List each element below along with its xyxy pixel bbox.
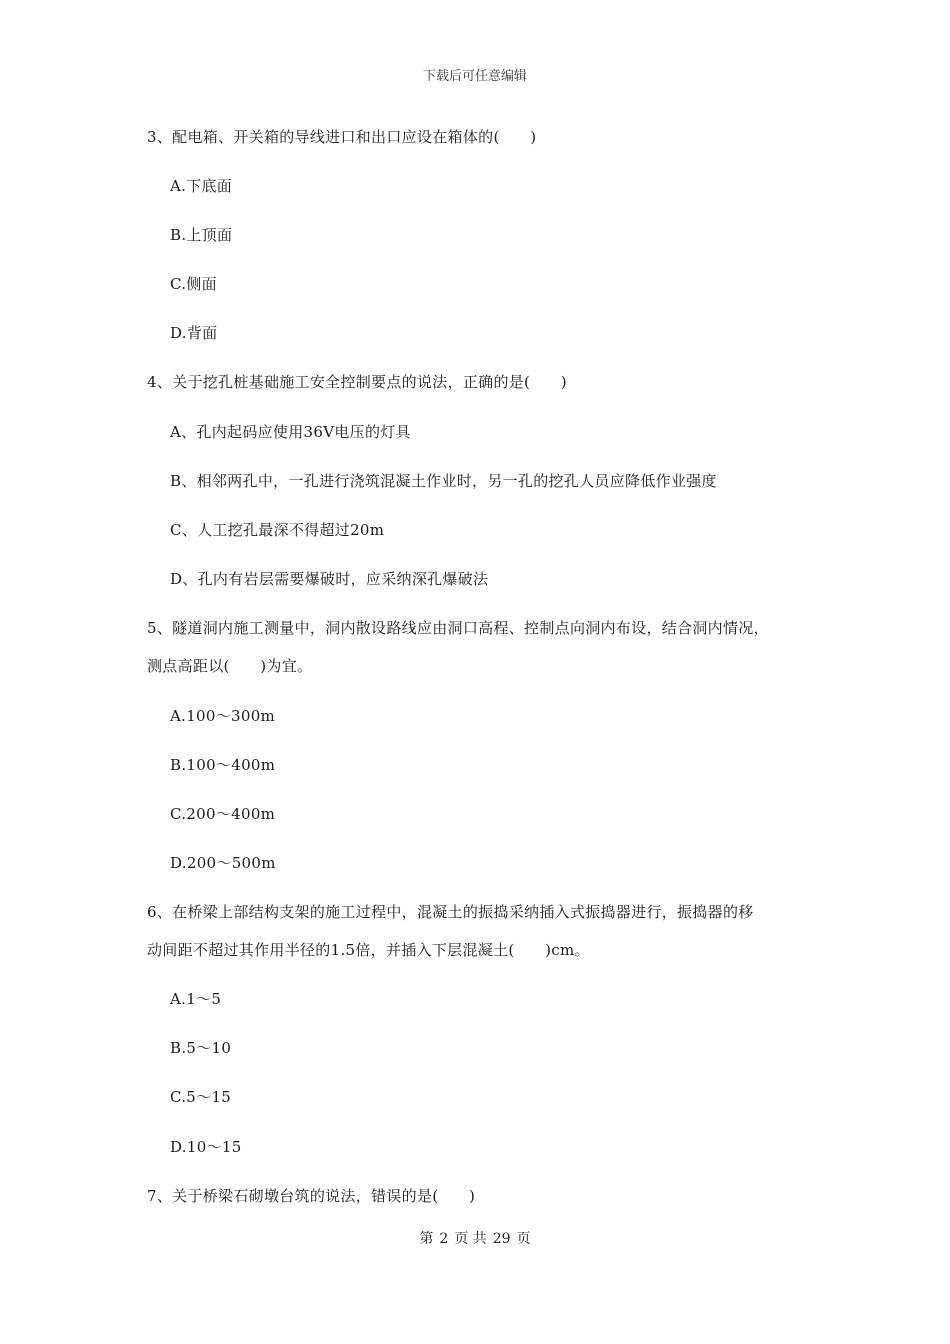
question-4-option-a: A、孔内起码应使用36V电压的灯具 [170,423,411,441]
footer-total-pages: 29 [492,1231,511,1247]
question-7-stem: 7、关于桥梁石砌墩台筑的说法，错误的是( ) [147,1187,476,1205]
question-3-option-b: B.上顶面 [170,226,233,244]
footer-prefix: 第 [419,1231,434,1247]
question-6-option-b: B.5～10 [170,1039,232,1057]
footer-suffix: 页 [516,1231,531,1247]
question-4-option-d: D、孔内有岩层需要爆破时，应采纳深孔爆破法 [170,570,489,588]
question-6-option-d: D.10～15 [170,1138,242,1156]
footer-middle: 页 共 [454,1231,487,1247]
question-3-option-c: C.侧面 [170,275,217,293]
question-5-stem-line-1: 5、隧道洞内施工测量中，洞内散设路线应由洞口高程、控制点向洞内布设，结合洞内情况， [147,619,769,637]
question-3-stem: 3、配电箱、开关箱的导线进口和出口应设在箱体的( ) [147,128,537,146]
question-4-option-b: B、相邻两孔中，一孔进行浇筑混凝土作业时，另一孔的挖孔人员应降低作业强度 [170,472,717,490]
question-4-stem: 4、关于挖孔桩基础施工安全控制要点的说法，正确的是( ) [147,373,567,391]
question-6-option-a: A.1～5 [170,990,222,1008]
question-6-option-c: C.5～15 [170,1088,232,1106]
question-5-option-a: A.100～300m [170,707,276,725]
question-6-stem-line-2: 动间距不超过其作用半径的1.5倍，并插入下层混凝土( )cm。 [147,941,590,959]
question-4-option-c: C、人工挖孔最深不得超过20m [170,521,385,539]
question-6-stem-line-1: 6、在桥梁上部结构支架的施工过程中，混凝土的振捣采纳插入式振捣器进行，振捣器的移 [147,903,754,921]
page-header: 下载后可任意编辑 [422,69,527,84]
question-3-option-a: A.下底面 [170,177,233,195]
question-5-option-c: C.200～400m [170,805,276,823]
question-3-option-d: D.背面 [170,324,218,342]
question-5-option-b: B.100～400m [170,756,276,774]
footer-current-page: 2 [439,1231,449,1247]
page-footer [0,1228,950,1248]
question-5-option-d: D.200～500m [170,854,276,872]
question-5-stem-line-2: 测点高距以( )为宜。 [147,657,313,675]
